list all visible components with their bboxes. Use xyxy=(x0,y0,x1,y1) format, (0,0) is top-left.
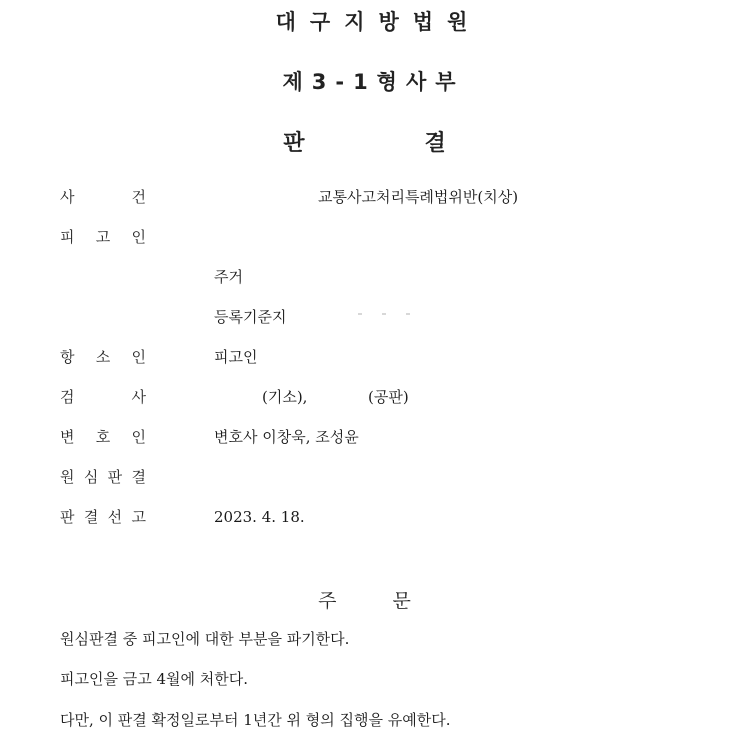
order-line-1: 원심판결 중 피고인에 대한 부분을 파기한다. xyxy=(60,630,350,648)
label-char: 사 xyxy=(131,388,146,406)
prosecutor-row xyxy=(0,384,729,410)
registration-row xyxy=(0,304,729,330)
defendant-label xyxy=(60,224,146,250)
order-line-3: 다만, 이 판결 확정일로부터 1년간 위 형의 집행을 유예한다. xyxy=(60,711,451,729)
defendant-row xyxy=(0,224,729,250)
label-char: 인 xyxy=(131,428,146,446)
label-char: 판 xyxy=(107,468,123,486)
court-name: 대구지방법원 xyxy=(275,10,482,34)
document-title xyxy=(0,126,729,157)
label-char: 호 xyxy=(95,428,111,446)
label-char: 변 xyxy=(60,428,75,446)
prosecutor-label xyxy=(60,384,146,410)
case-row xyxy=(0,184,729,210)
label-char: 소 xyxy=(95,348,111,366)
order-title xyxy=(0,586,729,613)
address-row xyxy=(0,264,729,290)
label-char: 고 xyxy=(131,508,146,526)
case-name: 교통사고처리특례법위반(치상) xyxy=(318,188,519,206)
redaction-trace xyxy=(358,313,428,315)
label-char: 피 xyxy=(60,228,75,246)
label-char: 인 xyxy=(131,348,146,366)
appellant-value: 피고인 xyxy=(214,348,258,366)
order-line-2: 피고인을 금고 4월에 처한다. xyxy=(60,670,249,688)
order-title-left: 주 xyxy=(318,590,337,612)
court-division: 제3-1형사부 xyxy=(282,70,465,94)
appellant-label xyxy=(60,344,146,370)
registration-label: 등록기준지 xyxy=(214,308,287,326)
appellant-row xyxy=(0,344,729,370)
original-judgment-label xyxy=(60,464,146,490)
label-char: 건 xyxy=(131,188,146,206)
document-title-right: 결 xyxy=(424,131,446,156)
order-title-right: 문 xyxy=(392,590,411,612)
document-title-left: 판 xyxy=(283,131,305,156)
label-char: 원 xyxy=(60,468,75,486)
prosecutor-indictment: (기소), xyxy=(262,388,308,406)
label-char: 검 xyxy=(60,388,75,406)
label-char: 판 xyxy=(60,508,75,526)
counsel-row xyxy=(0,424,729,450)
original-judgment-row xyxy=(0,464,729,490)
prosecutor-trial: (공판) xyxy=(368,388,409,406)
counsel-label xyxy=(60,424,146,450)
sentencing-date-value: 2023. 4. 18. xyxy=(214,508,305,526)
counsel-value: 변호사 이창욱, 조성윤 xyxy=(214,428,359,446)
case-label xyxy=(60,184,146,210)
label-char: 고 xyxy=(95,228,111,246)
address-label: 주거 xyxy=(214,268,243,286)
label-char: 인 xyxy=(131,228,146,246)
label-char: 항 xyxy=(60,348,75,366)
label-char: 심 xyxy=(83,468,99,486)
label-char: 선 xyxy=(107,508,123,526)
label-char: 사 xyxy=(60,188,75,206)
label-char: 결 xyxy=(83,508,99,526)
sentencing-date-row xyxy=(0,504,729,530)
label-char: 결 xyxy=(131,468,146,486)
sentencing-date-label xyxy=(60,504,146,530)
